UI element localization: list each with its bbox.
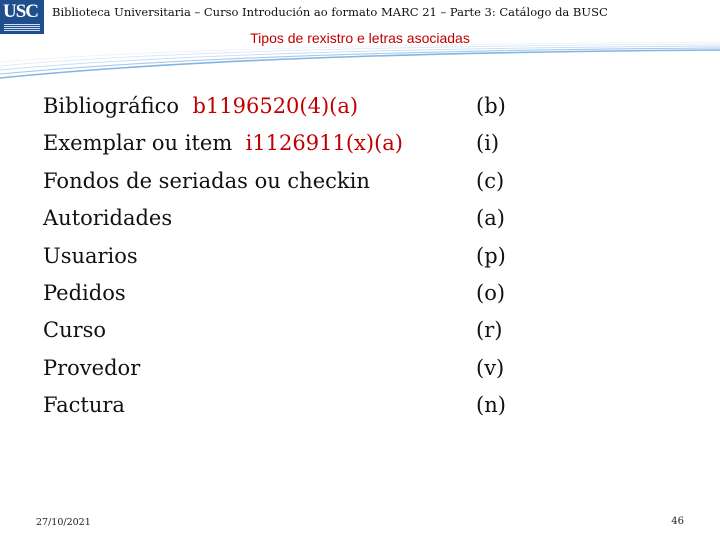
record-code: b1196520(4)(a) — [192, 94, 359, 118]
record-letter: (v) — [476, 355, 505, 380]
record-letter: (a) — [476, 206, 505, 231]
record-letter: (p) — [476, 243, 506, 268]
list-item — [43, 163, 403, 200]
header-title: Biblioteca Universitaria – Curso Introdución ao formato MARC 21 – Parte 3: Catálogo da BUSC — [52, 5, 608, 19]
record-code: i1126911(x)(a) — [245, 131, 403, 156]
record-label: Curso — [43, 318, 107, 343]
list-item — [43, 125, 403, 162]
list-item — [43, 350, 403, 387]
record-label: Autoridades — [43, 206, 173, 231]
list-item — [43, 275, 403, 312]
record-letter: (c) — [476, 168, 505, 193]
footer-date: 27/10/2021 — [36, 517, 91, 528]
slide-subtitle: Tipos de rexistro e letras asociadas — [250, 30, 470, 46]
record-label: Usuarios — [43, 243, 138, 268]
page-number: 46 — [671, 516, 684, 527]
record-label: Exemplar ou item — [43, 131, 233, 156]
list-item — [43, 312, 403, 349]
record-letter: (n) — [476, 393, 506, 418]
record-letter: (i) — [476, 131, 500, 156]
record-label: Provedor — [43, 355, 141, 380]
record-letter: (o) — [476, 281, 506, 306]
record-letter: (r) — [476, 318, 503, 343]
logo-text: USC — [3, 1, 39, 22]
record-label: Bibliográfico — [43, 94, 180, 118]
record-label: Pedidos — [43, 281, 126, 306]
list-item — [43, 387, 403, 424]
record-label: Factura — [43, 393, 125, 418]
record-label: Fondos de seriadas ou checkin — [43, 168, 370, 193]
list-item — [43, 88, 403, 125]
record-letter-list — [476, 88, 506, 425]
record-letter: (b) — [476, 94, 506, 118]
record-type-list — [43, 88, 403, 425]
list-item — [43, 238, 403, 275]
list-item — [43, 200, 403, 237]
